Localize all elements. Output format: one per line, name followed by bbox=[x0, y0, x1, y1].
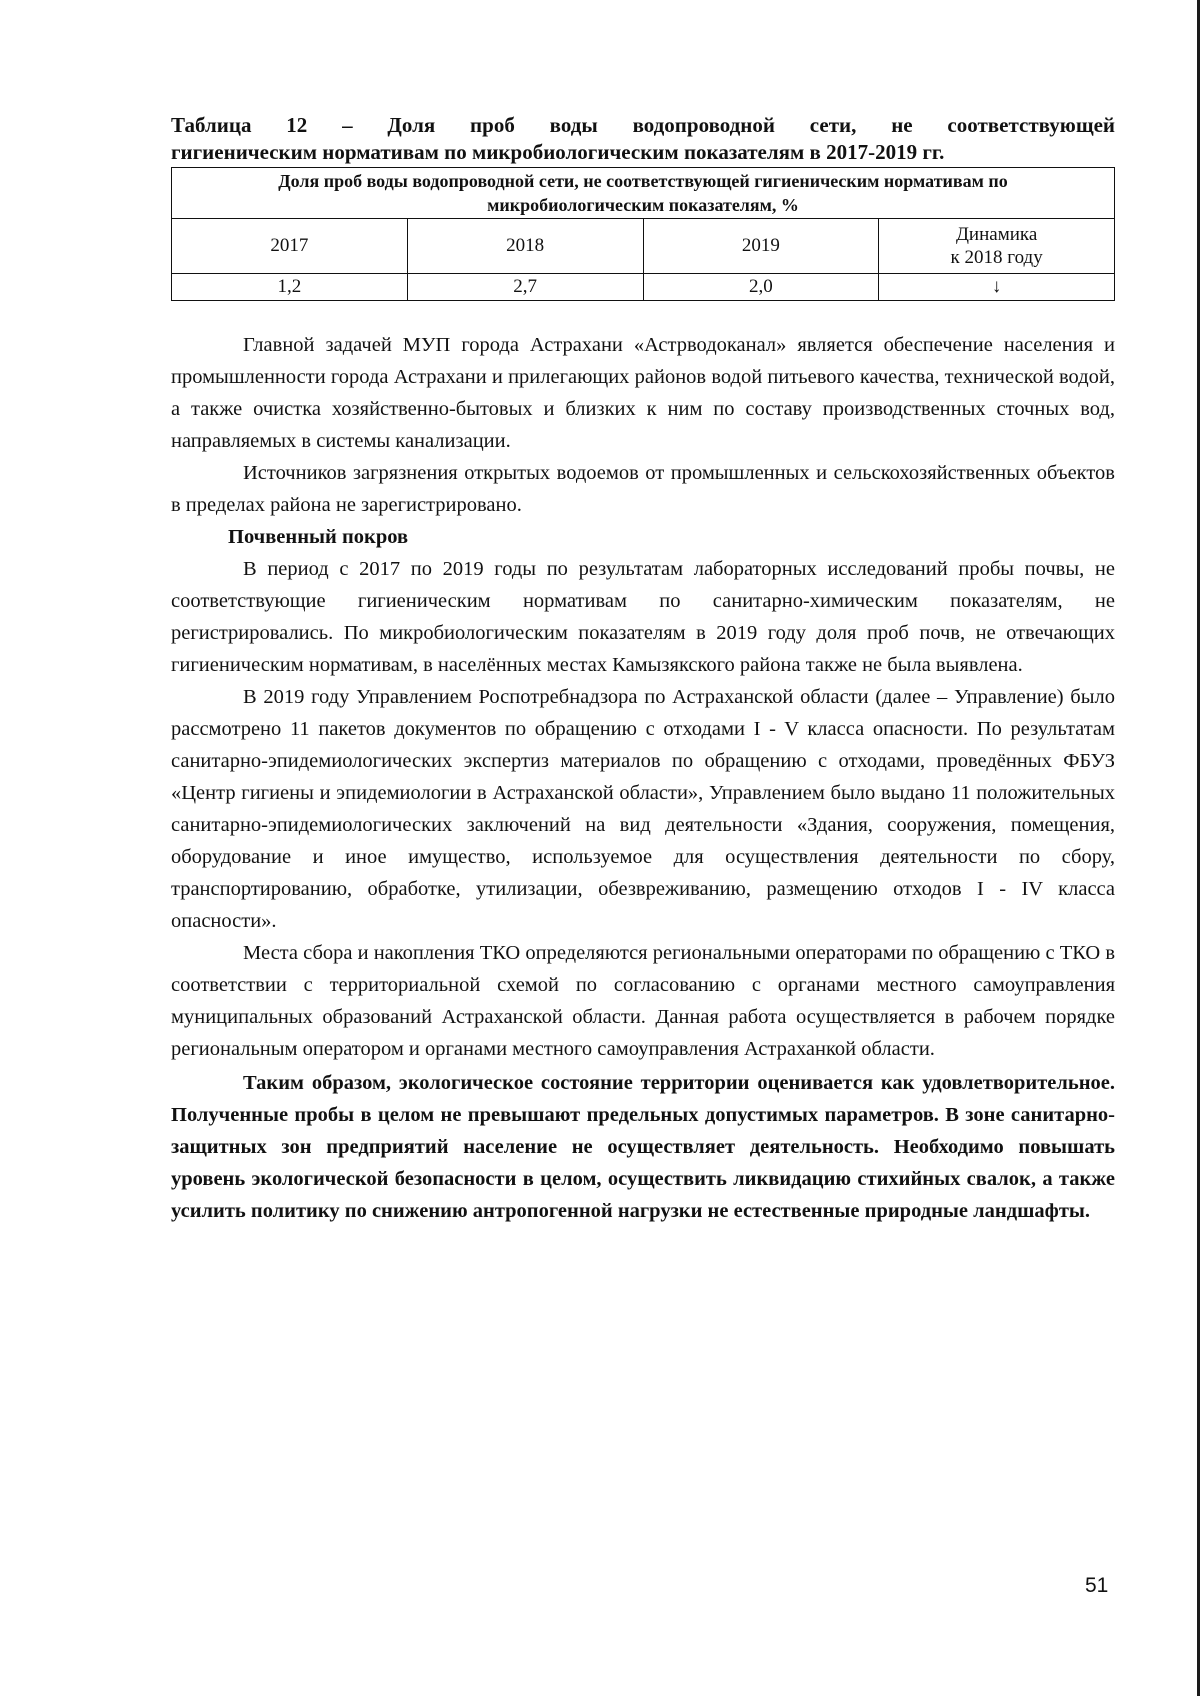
water-samples-table bbox=[171, 167, 1115, 301]
table-caption-line1: Таблица 12 – Доля проб воды водопроводной сети, не соответствующей bbox=[171, 113, 1115, 137]
table-col-2017: 2017 bbox=[172, 219, 408, 274]
body-text bbox=[171, 329, 1115, 1227]
table-header-row bbox=[172, 168, 1115, 219]
paragraph-conclusion: Таким образом, экологическое состояние территории оценивается как удовлетворительное. Полученные пробы в целом не превышают предельных допустимых параметров. В зоне санитарно-защитных зон предприятий население не осуществляет деятельность. Необходимо повышать уровень экологической безопасности в целом, осуществить ликвидацию стихийных свалок, а также усилить политику по снижению антропогенной нагрузки не естественные природные ландшафты. bbox=[171, 1072, 1115, 1222]
document-content bbox=[171, 112, 1115, 1227]
dynamics-label-line1: Динамика bbox=[955, 224, 1038, 245]
table-caption bbox=[171, 112, 1115, 166]
paragraph-water-supply: Главной задачей МУП города Астрахани «Астрводоканал» является обеспечение населения и промышленности города Астрахани и прилегающих районов водой питьевого качества, технической водой, а также очистка хозяйственно-бытовых и близких к ним по составу производственных сточных вод, направляемых в системы канализации. bbox=[171, 334, 1115, 452]
table-col-2019: 2019 bbox=[643, 219, 879, 274]
paragraph-waste-documents: В 2019 году Управлением Роспотребнадзора по Астраханской области (далее – Управление) было рассмотрено 11 пакетов документов по обращению с отходами I - V класса опасности. По результатам санитарно-эпидемиологических экспертиз материалов по обращению с отходами, проведённых ФБУЗ «Центр гигиены и эпидемиологии в Астраханской области», Управлением было выдано 11 положительных санитарно-эпидемиологических заключений на вид деятельности «Здания, сооружения, помещения, оборудование и иное имущество, используемое для осуществления деятельности по сбору, транспортированию, обработке, утилизации, обезвреживанию, размещению отходов I - IV класса опасности». bbox=[171, 686, 1115, 932]
dynamics-label-line2: к 2018 году bbox=[950, 247, 1043, 268]
page-number: 51 bbox=[1085, 1574, 1109, 1597]
table-years-row bbox=[172, 219, 1115, 274]
table-col-dynamics bbox=[879, 219, 1115, 274]
table-header-line2: микробиологическим показателям, % bbox=[487, 195, 799, 215]
section-heading-soil: Почвенный покров bbox=[228, 526, 409, 548]
table-value-2017: 1,2 bbox=[172, 274, 408, 301]
table-value-2019: 2,0 bbox=[643, 274, 879, 301]
paragraph-pollution-sources: Источников загрязнения открытых водоемов от промышленных и сельскохозяйственных объектов в пределах района не зарегистрировано. bbox=[171, 462, 1115, 516]
table-values-row bbox=[172, 274, 1115, 301]
table-value-2018: 2,7 bbox=[407, 274, 643, 301]
table-col-2018: 2018 bbox=[407, 219, 643, 274]
table-caption-line2: гигиеническим нормативам по микробиологическим показателям в 2017-2019 гг. bbox=[171, 140, 945, 164]
paragraph-tko-collection: Места сбора и накопления ТКО определяются региональными операторами по обращению с ТКО в соответствии с территориальной схемой по согласованию с органами местного самоуправления муниципальных образований Астраханской области. Данная работа осуществляется в рабочем порядке региональным оператором и органами местного самоуправления Астраханкой области. bbox=[171, 942, 1116, 1060]
table-header bbox=[172, 168, 1115, 219]
table-header-line1: Доля проб воды водопроводной сети, не соответствующей гигиеническим нормативам по bbox=[278, 171, 1008, 191]
paragraph-soil-samples: В период с 2017 по 2019 годы по результатам лабораторных исследований пробы почвы, не соответствующие гигиеническим нормативам по санитарно-химическим показателям, не регистрировались. По микробиологическим показателям в 2019 году доля проб почв, не отвечающих гигиеническим нормативам, в населённых местах Камызякского района также не была выявлена. bbox=[171, 558, 1115, 676]
table-value-dynamics-arrow-icon: ↓ bbox=[879, 274, 1115, 301]
